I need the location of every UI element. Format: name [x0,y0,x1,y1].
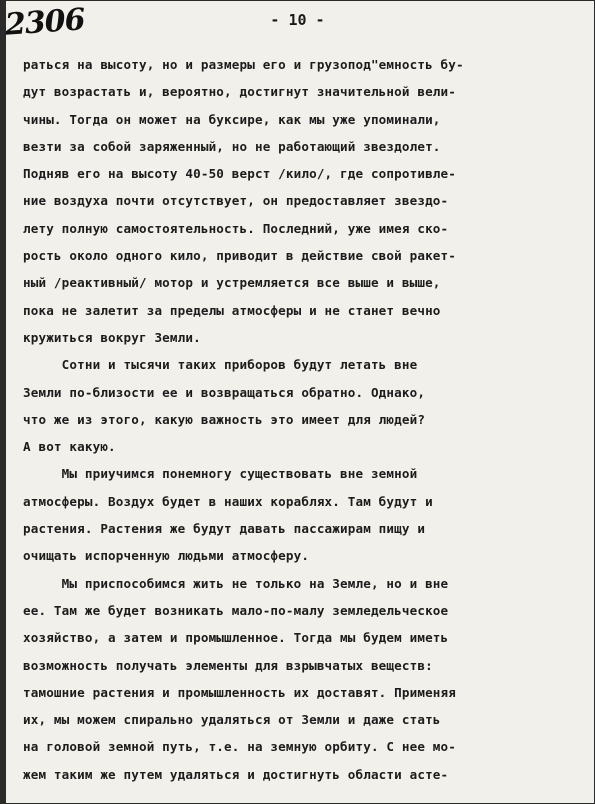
text-line: пока не залетит за пределы атмосферы и не станет вечно [23,302,441,318]
text-line: ние воздуха почти отсутствует, он предоставляет звездо- [23,193,449,209]
text-line: дут возрастать и, вероятно, достигнут значительной вели- [23,84,456,100]
text-line: атмосферы. Воздух будет в наших кораблях. Там будут и [23,493,433,509]
text-line: растения. Растения же будут давать пассажирам пищу и [23,521,426,537]
text-line: на головой земной путь, т.е. на земную орбиту. С нее мо- [23,739,456,755]
text-line: ее. Там же будет возникать мало-по-малу земледельческое [23,602,449,618]
text-line: А вот какую. [23,439,116,455]
text-line: ный /реактивный/ мотор и устремляется все выше и выше, [23,275,441,291]
text-line: что же из этого, какую важность это имеет для людей? [23,411,426,427]
text-line: лету полную самостоятельность. Последний, уже имея ско- [23,220,449,236]
text-line: Сотни и тысячи таких приборов будут летать вне [23,357,418,373]
text-line: рость около одного кило, приводит в действие свой ракет- [23,248,456,264]
text-line: чины. Тогда он может на буксире, как мы уже упоминали, [23,111,441,127]
page-number: - 10 - [270,11,325,29]
text-line: очищать испорченную людьми атмосферу. [23,548,310,564]
text-line: Подняв его на высоту 40-50 верст /кило/, где сопротивле- [23,166,456,182]
text-line: Земли по-близости ее и возвращаться обратно. Однако, [23,384,426,400]
text-line: Мы приучимся понемногу существовать вне земной [23,466,418,482]
text-line: раться на высоту, но и размеры его и грузопод"емность бу- [23,57,464,72]
text-line: жем таким же путем удаляться и достигнуть области асте- [23,766,449,782]
text-line: кружиться вокруг Земли. [23,329,201,345]
text-line: их, мы можем спирально удаляться от Земли и даже стать [23,712,441,728]
typewritten-body [23,51,589,788]
text-line: тамошние растения и промышленность их доставят. Применяя [23,684,456,700]
text-line: возможность получать элементы для взрывчатых веществ: [23,657,433,673]
text-line: везти за собой заряженный, но не работающий звездолет. [23,138,441,154]
scan-edge [1,1,6,803]
text-line: хозяйство, а затем и промышленное. Тогда мы будем иметь [23,630,449,646]
text-line: Мы приспособимся жить не только на Земле, но и вне [23,575,449,591]
handwritten-archive-number: 2306 [3,2,86,43]
